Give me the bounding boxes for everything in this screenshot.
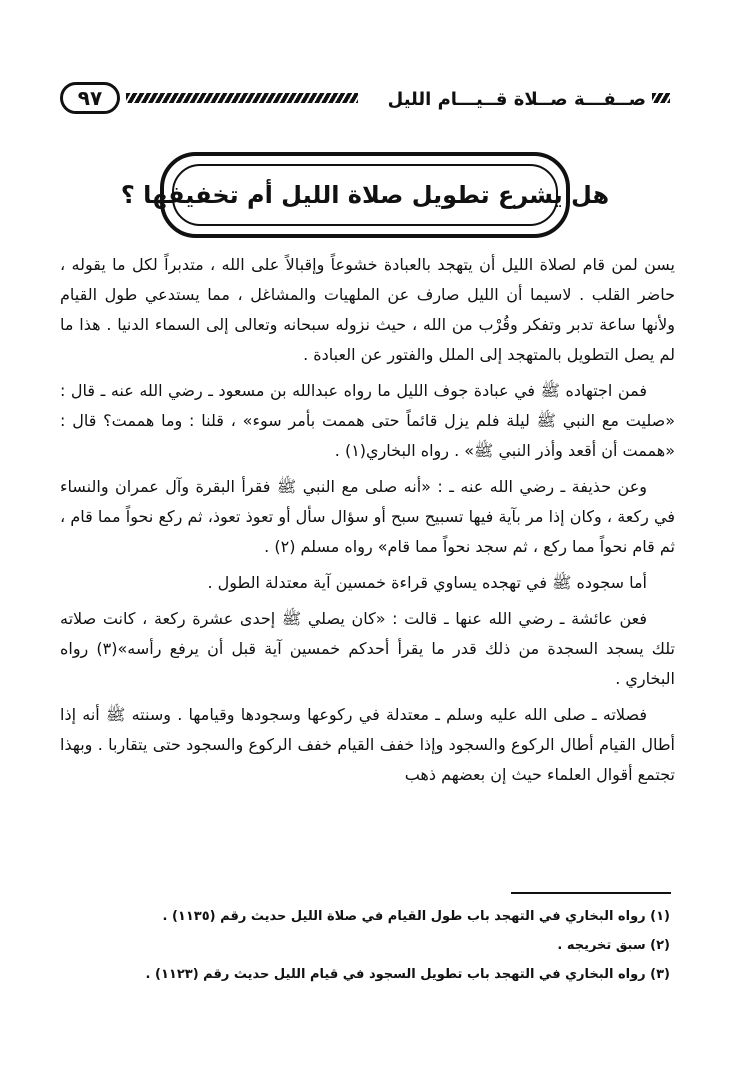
body-text [60,250,675,796]
footnote-1: (١) رواه البخاري في التهجد باب طول القيام في صلاة الليل حديث رقم (١١٣٥) . [162,909,670,924]
footnotes [145,902,670,989]
paragraph: أما سجوده ﷺ في تهجده يساوي قراءة خمسين آية معتدلة الطول . [207,573,647,592]
section-title-frame [120,152,610,238]
header-rule-right [652,93,670,103]
section-title: هل يشرع تطويل صلاة الليل أم تخفيفها ؟ [172,164,558,226]
paragraph: فمن اجتهاده ﷺ في عبادة جوف الليل ما رواه عبدالله بن مسعود ـ رضي الله عنه ـ قال : «صليت مع النبي ﷺ ليلة فلم يزل قائماً حتى هممت بأمر سوء» ، قلنا : وما هممت؟ قال : «هممت أن أقعد وأذر النبي ﷺ» . رواه البخاري(١) . [60,381,675,460]
footnote-divider [511,892,671,894]
page-header [60,82,670,116]
page-number: ٩٧ [60,82,120,114]
footnote-3: (٣) رواه البخاري في التهجد باب تطويل السجود في قيام الليل حديث رقم (١١٢٣) . [145,967,670,982]
running-title: صــفـــة صــلاة قــيـــام الليل [387,88,646,110]
header-rule-left [126,93,358,103]
paragraph: يسن لمن قام لصلاة الليل أن يتهجد بالعبادة خشوعاً وإقبالاً على الله ، متدبراً لكل ما يقوله ، حاضر القلب . لاسيما أن الليل صارف عن الملهيات والمشاغل ، مما يستدعي طول القيام ولأنها ساعة تدبر وتفكر وقُرْب من الله ، حيث نزوله سبحانه وتعالى إلى السماء الدنيا . هذا ما لم يصل التطويل بالمتهجد إلى الملل والفتور عن العبادة . [60,255,675,364]
footnote-2: (٢) سبق تخريجه . [557,938,670,953]
paragraph: وعن حذيفة ـ رضي الله عنه ـ : «أنه صلى مع النبي ﷺ فقرأ البقرة وآل عمران والنساء في ركعة ، وكان إذا مر بآية فيها تسبيح سبح أو سؤال سأل أو تعوذ تعوذ، ثم ركع نحواً مما قام ، ثم قام نحواً مما ركع ، ثم سجد نحواً مما قام» رواه مسلم (٢) . [60,477,675,556]
paragraph: فصلاته ـ صلى الله عليه وسلم ـ معتدلة في ركوعها وسجودها وقيامها . وسنته ﷺ أنه إذا أطال القيام أطال الركوع والسجود وإذا خفف القيام خفف الركوع والسجود حتى يتقاربا . وبهذا تجتمع أقوال العلماء حيث إن بعضهم ذهب [60,705,675,784]
paragraph: فعن عائشة ـ رضي الله عنها ـ قالت : «كان يصلي ﷺ إحدى عشرة ركعة ، كانت صلاته تلك يسجد السجدة من ذلك قدر ما يقرأ أحدكم خمسين آية قبل أن يرفع رأسه»(٣) رواه البخاري . [60,609,676,688]
